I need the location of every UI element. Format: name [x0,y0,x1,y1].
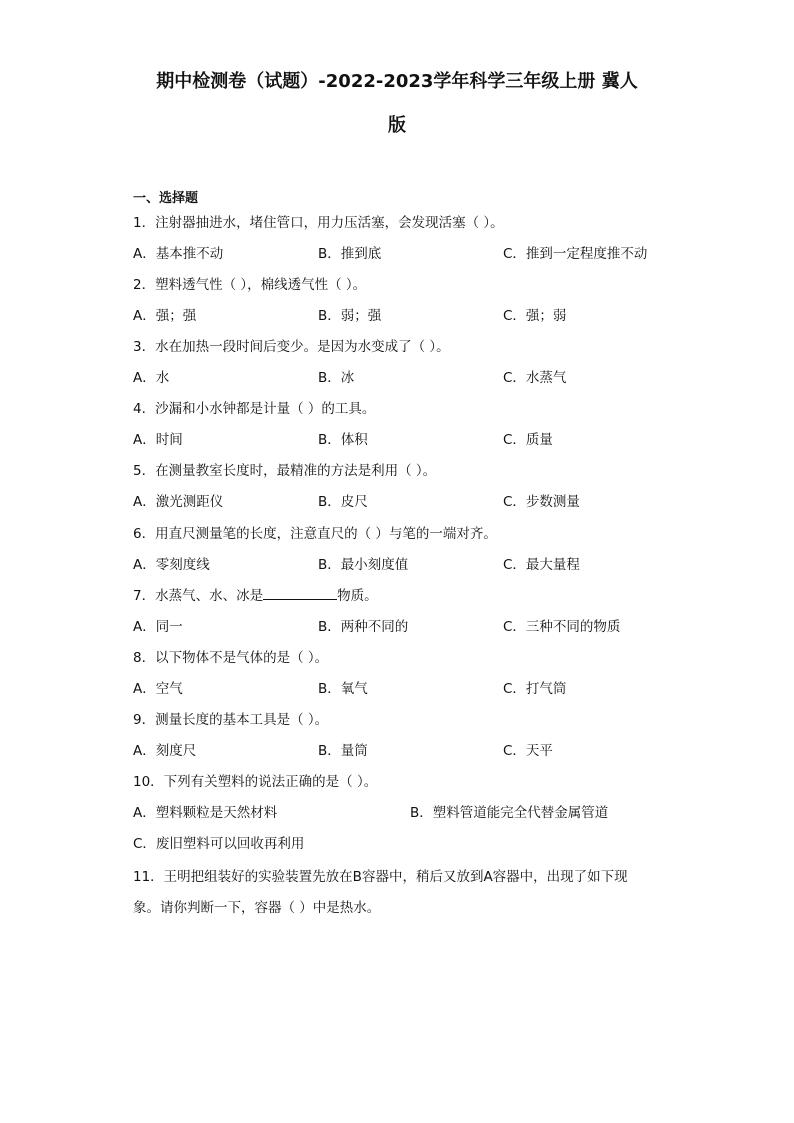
document-title-line-2: 版 [388,115,406,136]
question-1-option-a: A．基本推不动 [133,246,224,262]
question-7-option-b: B．两种不同的 [318,619,409,635]
question-6-option-c: C．最大量程 [503,557,580,573]
question-3-option-a: A．水 [133,370,170,386]
question-9-option-c: C．天平 [503,743,553,759]
question-10-option-b: B．塑料管道能完全代替金属管道 [410,805,609,821]
question-10-option-c: C．废旧塑料可以回收再利用 [133,836,305,852]
question-5: 5．在测量教室长度时，最精准的方法是利用（ ）。 [133,463,437,479]
question-8: 8．以下物体不是气体的是（ ）。 [133,650,329,666]
question-4: 4．沙漏和小水钟都是计量（ ）的工具。 [133,401,376,417]
question-7-option-a: A．同一 [133,619,183,635]
question-2-option-c: C．强；弱 [503,308,567,324]
question-5-option-b: B．皮尺 [318,494,368,510]
question-6-option-a: A．零刻度线 [133,557,210,573]
question-5-option-a: A．激光测距仪 [133,494,224,510]
question-1: 1．注射器抽进水，堵住管口，用力压活塞，会发现活塞（ ）。 [133,215,504,231]
question-6-option-b: B．最小刻度值 [318,557,409,573]
question-3-option-b: B．冰 [318,370,355,386]
question-10-option-a: A．塑料颗粒是天然材料 [133,805,278,821]
question-1-option-c: C．推到一定程度推不动 [503,246,648,262]
document-title-line-1: 期中检测卷（试题）-2022-2023学年科学三年级上册 冀人 [156,71,638,92]
question-8-option-a: A．空气 [133,681,183,697]
question-7 [133,587,378,605]
question-7-option-c: C．三种不同的物质 [503,619,621,635]
question-3-option-c: C．水蒸气 [503,370,567,386]
question-7-blank [263,587,337,600]
question-2-option-b: B．弱；强 [318,308,382,324]
question-2-option-a: A．强；强 [133,308,197,324]
question-5-option-c: C．步数测量 [503,494,580,510]
question-8-option-c: C．打气筒 [503,681,567,697]
question-9-option-a: A．刻度尺 [133,743,197,759]
question-10: 10．下列有关塑料的说法正确的是（ ）。 [133,774,378,790]
question-4-option-a: A．时间 [133,432,183,448]
section-heading: 一、选择题 [133,191,199,206]
question-7-stem-before: 7．水蒸气、水、冰是 [133,588,264,604]
question-2: 2．塑料透气性（ ），棉线透气性（ ）。 [133,277,367,293]
question-8-option-b: B．氧气 [318,681,368,697]
question-9: 9．测量长度的基本工具是（ ）。 [133,712,329,728]
question-11-line-2: 象。请你判断一下，容器（ ）中是热水。 [133,900,381,916]
question-7-stem-after: 物质。 [337,588,378,604]
question-3: 3．水在加热一段时间后变少。是因为水变成了（ ）。 [133,339,450,355]
question-4-option-b: B．体积 [318,432,368,448]
question-9-option-b: B．量筒 [318,743,368,759]
question-11-line-1: 11．王明把组装好的实验装置先放在B容器中，稍后又放到A容器中，出现了如下现 [133,869,628,885]
question-1-option-b: B．推到底 [318,246,382,262]
question-4-option-c: C．质量 [503,432,553,448]
question-6: 6．用直尺测量笔的长度，注意直尺的（ ）与笔的一端对齐。 [133,526,497,542]
